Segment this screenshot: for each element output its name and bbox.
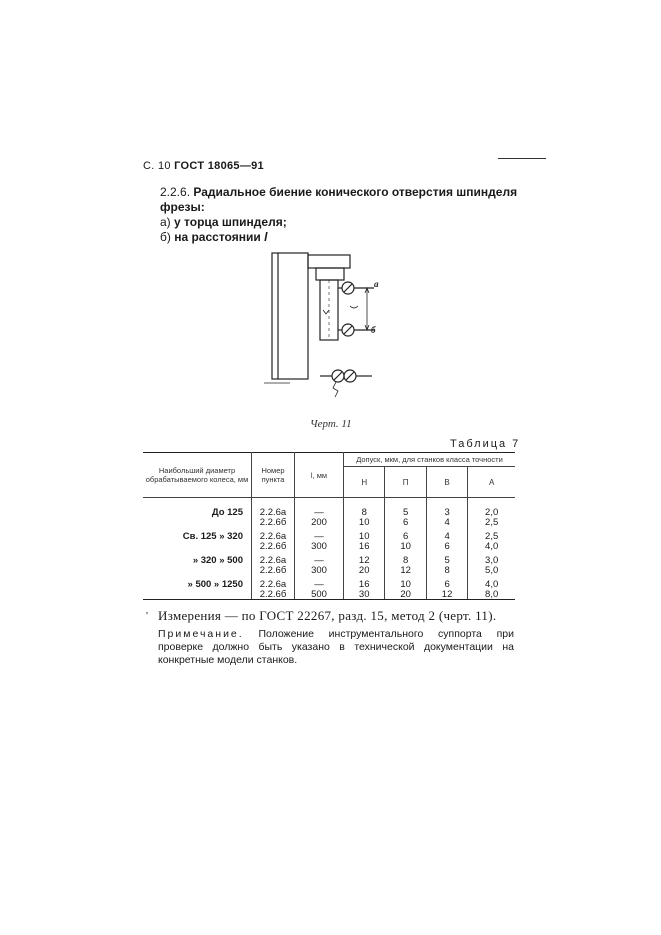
table-row	[143, 532, 515, 542]
tol-v-cell: 8	[426, 566, 467, 581]
tol-a-cell: 2,5	[468, 518, 515, 533]
tol-v-cell: 6	[426, 580, 467, 590]
standard-code: ГОСТ 18065—91	[174, 160, 264, 172]
note-label: Примечание.	[158, 628, 244, 640]
tol-n-cell: 20	[344, 566, 385, 581]
spindle-head	[308, 255, 350, 268]
tol-n-cell: 16	[344, 580, 385, 590]
header-diameter: Наибольший диаметр обрабатываемого колеса, мм	[143, 453, 252, 498]
tol-n-cell: 8	[344, 508, 385, 518]
l-cell: 300	[295, 542, 344, 557]
l-cell: 500	[295, 590, 344, 600]
header-class-a: А	[468, 467, 515, 498]
item-cell: 2.2.6а	[252, 508, 295, 518]
tolerance-table	[143, 452, 515, 600]
range-cell: Св. 125 » 320	[143, 532, 252, 542]
table-row	[143, 508, 515, 518]
section-title: Радиальное биение конического отверстия шпинделя фрезы:	[160, 185, 518, 214]
note-text: Положение инструментального суппорта при проверке должно быть указано в технической документации на конкретные модели станков.	[158, 628, 514, 666]
figure-caption: Черт. 11	[310, 418, 352, 430]
page-header	[143, 160, 264, 172]
tol-p-cell: 6	[385, 518, 426, 533]
item-cell: 2.2.6б	[252, 542, 295, 557]
tol-a-cell: 4,0	[468, 580, 515, 590]
item-b-text: на расстоянии	[174, 230, 261, 244]
table-row	[143, 556, 515, 566]
tol-v-cell: 12	[426, 590, 467, 600]
item-cell: 2.2.6б	[252, 590, 295, 600]
machine-column	[272, 253, 308, 379]
table-title: Таблица 7	[450, 438, 521, 450]
tol-n-cell: 10	[344, 532, 385, 542]
l-cell: —	[295, 508, 344, 518]
item-a-label: а)	[160, 215, 171, 229]
tol-p-cell: 5	[385, 508, 426, 518]
header-class-n: Н	[344, 467, 385, 498]
tol-p-cell: 12	[385, 566, 426, 581]
tol-n-cell: 16	[344, 542, 385, 557]
header-item-number: Номер пункта	[252, 453, 295, 498]
note	[158, 628, 514, 667]
l-cell: —	[295, 532, 344, 542]
measurement-text: Измерения — по ГОСТ 22267, разд. 15, метод 2 (черт. 11).	[158, 608, 497, 623]
tol-v-cell: 4	[426, 518, 467, 533]
l-cell: 300	[295, 566, 344, 581]
table-row	[143, 518, 515, 533]
table-row	[143, 542, 515, 557]
tol-a-cell: 5,0	[468, 566, 515, 581]
tol-a-cell: 2,0	[468, 508, 515, 518]
spindle-nose	[316, 268, 344, 280]
tol-v-cell: 4	[426, 532, 467, 542]
item-cell: 2.2.6а	[252, 556, 295, 566]
item-cell: 2.2.6а	[252, 580, 295, 590]
item-cell: 2.2.6б	[252, 518, 295, 533]
tol-p-cell: 6	[385, 532, 426, 542]
header-class-p: П	[385, 467, 426, 498]
page-number: С. 10	[143, 160, 171, 172]
item-b-label: б)	[160, 230, 171, 244]
tol-v-cell: 6	[426, 542, 467, 557]
header-l: l, мм	[295, 453, 344, 498]
figure-label-a: а	[374, 279, 379, 289]
range-cell: » 320 » 500	[143, 556, 252, 566]
tol-a-cell: 2,5	[468, 532, 515, 542]
item-b	[160, 230, 520, 245]
item-b-var: l	[264, 230, 268, 244]
tol-n-cell: 30	[344, 590, 385, 600]
range-cell: » 500 » 1250	[143, 580, 252, 590]
l-cell: 200	[295, 518, 344, 533]
tol-p-cell: 8	[385, 556, 426, 566]
tol-v-cell: 3	[426, 508, 467, 518]
tol-a-cell: 3,0	[468, 556, 515, 566]
table-row	[143, 590, 515, 600]
tol-n-cell: 12	[344, 556, 385, 566]
item-a	[160, 215, 520, 230]
table-row	[143, 580, 515, 590]
header-rule	[498, 158, 546, 159]
spindle-diagram	[250, 250, 400, 415]
item-a-text: у торца шпинделя;	[174, 215, 287, 229]
section-heading	[160, 185, 520, 215]
tol-p-cell: 20	[385, 590, 426, 600]
section-2-2-6	[160, 185, 520, 245]
margin-mark: '	[146, 610, 148, 622]
header-class-v: В	[426, 467, 467, 498]
table-row	[143, 566, 515, 581]
range-cell: До 125	[143, 508, 252, 518]
item-cell: 2.2.6б	[252, 566, 295, 581]
tol-v-cell: 5	[426, 556, 467, 566]
l-cell: —	[295, 556, 344, 566]
figure-label-b: б	[371, 325, 376, 335]
tol-p-cell: 10	[385, 580, 426, 590]
tol-p-cell: 10	[385, 542, 426, 557]
tol-a-cell: 4,0	[468, 542, 515, 557]
section-number: 2.2.6.	[160, 185, 191, 199]
tol-a-cell: 8,0	[468, 590, 515, 600]
item-cell: 2.2.6а	[252, 532, 295, 542]
l-cell: —	[295, 580, 344, 590]
tol-n-cell: 10	[344, 518, 385, 533]
header-tolerance-group: Допуск, мкм, для станков класса точности	[344, 453, 516, 467]
